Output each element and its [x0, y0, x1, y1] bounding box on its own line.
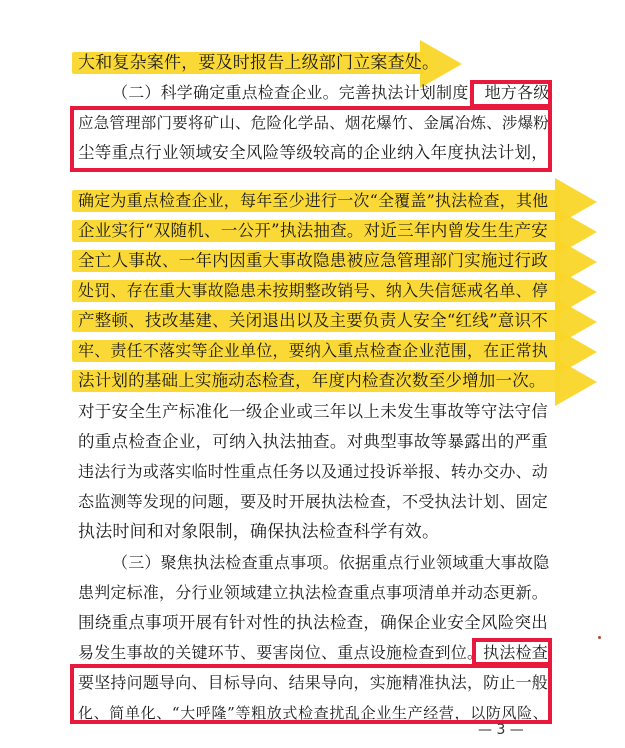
text-line: 尘等重点行业领域安全风险等级较高的企业纳入年度执法计划，	[78, 143, 548, 162]
annotation-box	[70, 664, 552, 724]
page-number: — 3 —	[478, 722, 524, 738]
text-line: 态监测等发现的问题，要及时开展执法检查，不受执法计划、固定	[78, 492, 548, 511]
highlight-arrowhead	[555, 358, 597, 406]
text-line: 易发生事故的关键环节、要害岗位、重点设施检查到位。执法检查	[78, 643, 548, 662]
text-line: 患判定标准，分行业领域建立执法检查重点事项清单并动态更新。	[78, 583, 548, 602]
section-heading-line: （三）聚焦执法检查重点事项。依据重点行业领域重大事故隐	[112, 553, 550, 572]
annotation-box	[470, 80, 552, 108]
annotation-box	[472, 638, 552, 666]
text-line: 产整顿、技改基建、关闭退出以及主要负责人安全“红线”意识不	[78, 311, 548, 330]
text-line: 要坚持问题导向、目标导向、结果导向，实施精准执法，防止一般	[78, 673, 548, 692]
text-line: 围绕重点事项开展有针对性的执法检查，确保企业安全风险突出	[78, 613, 548, 632]
text-line: 牢、责任不落实等企业单位，要纳入重点检查企业范围，在正常执	[78, 341, 548, 360]
text-line: 执法时间和对象限制，确保执法检查科学有效。	[78, 522, 440, 542]
text-line: 全亡人事故、一年内因重大事故隐患被应急管理部门实施过行政	[78, 251, 548, 270]
text-line: 的重点检查企业，可纳入执法抽查。对典型事故等暴露出的严重	[78, 432, 548, 451]
text-line: 处罚、存在重大事故隐患未按期整改销号、纳入失信惩戒名单、停	[78, 281, 548, 300]
text-line: 违法行为或落实临时性重点任务以及通过投诉举报、转办交办、动	[78, 462, 548, 481]
text-line: 对于安全生产标准化一级企业或三年以上未发生事故等守法守信	[78, 402, 548, 421]
text-line: 应急管理部门要将矿山、危险化学品、烟花爆竹、金属冶炼、涉爆粉	[78, 114, 550, 132]
text-line: 法计划的基础上实施动态检查，年度内检查次数至少增加一次。	[78, 371, 546, 390]
section-heading-line: （二）科学确定重点检查企业。完善执法计划制度，地方各级	[112, 83, 550, 102]
text-line: 确定为重点检查企业，每年至少进行一次“全覆盖”执法检查，其他	[78, 191, 549, 210]
stray-mark	[598, 636, 601, 639]
text-line: 大和复杂案件，要及时报告上级部门立案查处。	[78, 53, 440, 73]
text-line: 化、简单化、“大呼隆”等粗放式检查扰乱企业生产经营，以防风险、	[78, 704, 548, 722]
annotation-box	[70, 106, 552, 172]
text-line: 企业实行“双随机、一公开”执法抽查。对近三年内曾发生生产安	[78, 221, 548, 240]
